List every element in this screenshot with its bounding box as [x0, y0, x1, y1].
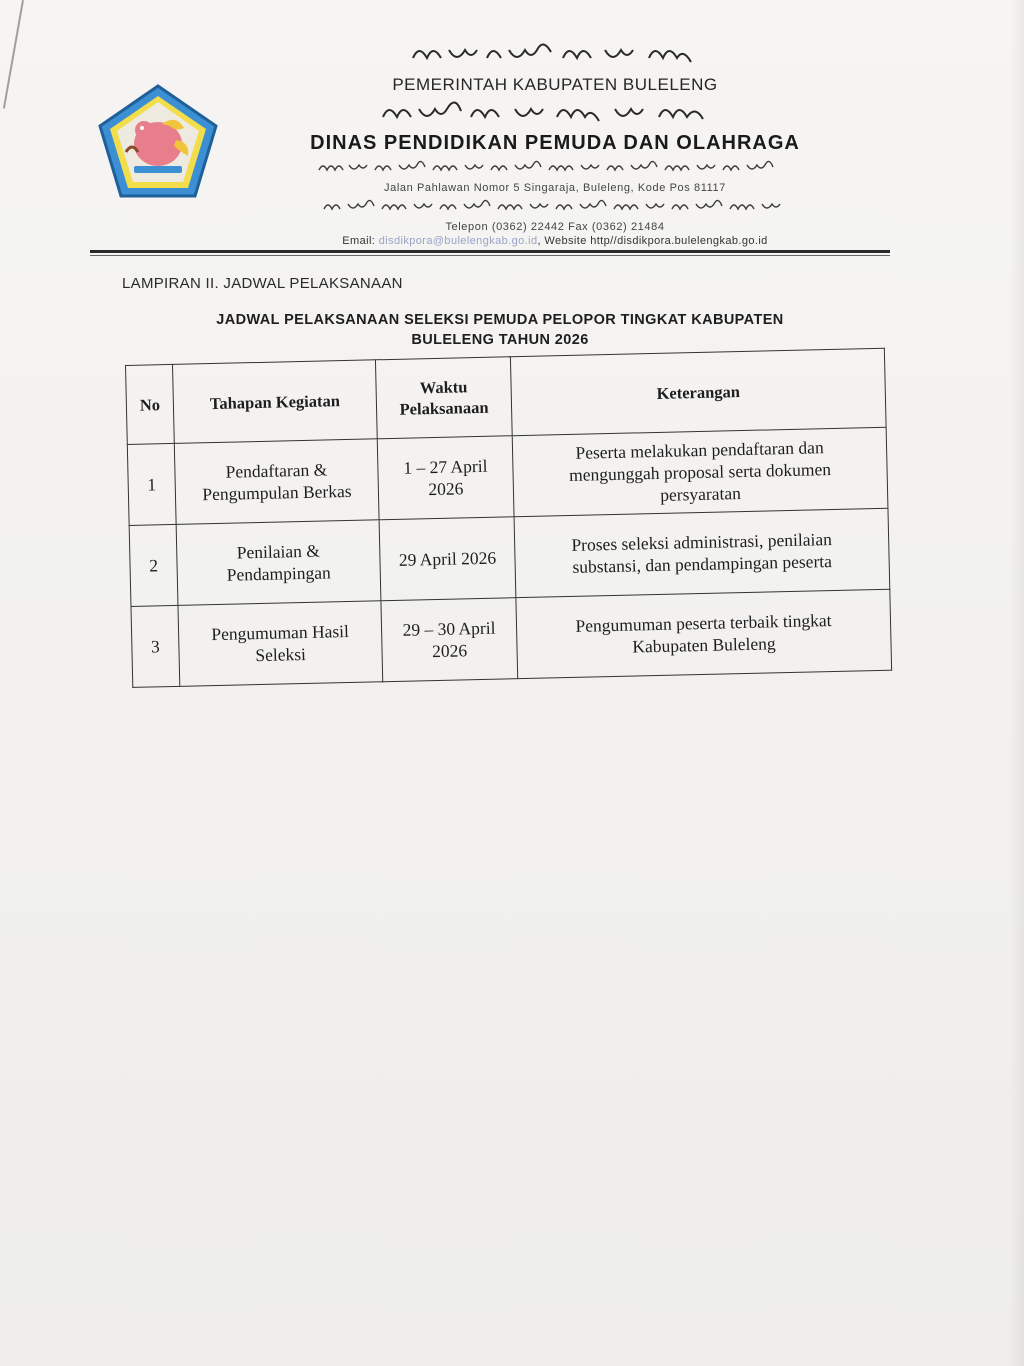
email-label: Email: [342, 235, 372, 247]
row-note: [516, 589, 892, 678]
row-no: 3: [131, 605, 180, 687]
row-time-line-1: 29 – 30 April: [402, 617, 496, 640]
row-stage-line-2: Seleksi: [255, 643, 307, 666]
row-stage-line-2: Pengumpulan Berkas: [202, 480, 352, 505]
row-note: [512, 427, 888, 516]
row-time-line-2: 2026: [428, 478, 464, 500]
row-stage: [174, 439, 379, 525]
row-time: [379, 517, 516, 601]
row-note-line-3: persyaratan: [660, 483, 742, 505]
website-link[interactable]: http//disdikpora.bulelengkab.go.id: [590, 235, 768, 247]
row-note-line-1: Peserta melakukan pendaftaran dan: [575, 437, 824, 463]
row-note: [514, 508, 890, 597]
row-no: 2: [129, 524, 178, 606]
row-stage-line-2: Pendampingan: [226, 562, 331, 585]
paper-fold-line: [3, 0, 24, 109]
government-name: PEMERINTAH KABUPATEN BULELENG: [392, 75, 718, 94]
balinese-script-line-2-icon: [375, 97, 735, 125]
row-note-line-2: substansi, dan pendampingan peserta: [572, 551, 833, 577]
header-time: [375, 357, 512, 439]
balinese-script-line-3-icon: [315, 157, 795, 175]
balinese-script-line-1-icon: [405, 40, 705, 66]
letterhead: [90, 40, 890, 265]
kabupaten-buleleng-emblem-icon: [96, 82, 220, 200]
letterhead-text: [240, 40, 870, 247]
header-time-line-2: Pelaksanaan: [399, 397, 489, 419]
row-stage: [176, 520, 381, 606]
phone-fax: Telepon (0362) 22442 Fax (0362) 21484: [445, 221, 665, 233]
row-time-line-1: 29 April 2026: [398, 547, 497, 570]
row-stage-line-1: Penilaian &: [236, 540, 321, 563]
row-stage-line-1: Pengumuman Hasil: [211, 620, 350, 645]
row-note-line-1: Proses seleksi administrasi, penilaian: [571, 529, 833, 555]
row-note-line-2: mengunggah proposal serta dokumen: [568, 459, 832, 485]
schedule-table-wrapper: [125, 347, 917, 688]
row-stage-line-1: Pendaftaran &: [225, 459, 328, 482]
balinese-script-line-4-icon: [320, 196, 790, 214]
email-link[interactable]: disdikpora@bulelengkab.go.id: [378, 235, 538, 247]
header-note: Keterangan: [510, 348, 886, 435]
row-time: [377, 436, 514, 520]
row-no: 1: [127, 443, 176, 525]
letterhead-rule-thick: [90, 250, 890, 253]
header-stage: Tahapan Kegiatan: [172, 360, 377, 444]
letterhead-rule-thin: [90, 255, 890, 256]
row-note-line-1: Pengumuman peserta terbaik tingkat: [575, 610, 832, 636]
attachment-label: LAMPIRAN II. JADWAL PELAKSANAAN: [122, 275, 403, 292]
row-time-line-1: 1 – 27 April: [403, 455, 488, 478]
header-no: No: [126, 364, 175, 444]
office-address: Jalan Pahlawan Nomor 5 Singaraja, Buleleng, Kode Pos 81117: [384, 182, 726, 194]
website-label: Website: [544, 235, 587, 247]
row-time: [381, 598, 518, 682]
contact-line: Email: disdikpora@bulelengkab.go.id, Website http//disdikpora.bulelengkab.go.id: [342, 235, 768, 247]
document-title: [150, 310, 850, 350]
row-note-line-2: Kabupaten Buleleng: [632, 633, 776, 657]
schedule-table: [125, 348, 892, 688]
row-stage: [178, 601, 383, 687]
row-time-line-2: 2026: [431, 640, 468, 662]
department-name: DINAS PENDIDIKAN PEMUDA DAN OLAHRAGA: [310, 132, 800, 154]
document-title-line-1: JADWAL PELAKSANAAN SELEKSI PEMUDA PELOPOR TINGKAT KABUPATEN: [216, 312, 784, 328]
document-title-line-2: BULELENG TAHUN 2026: [411, 332, 589, 348]
header-time-line-1: Waktu: [419, 377, 468, 398]
table-row: [131, 589, 892, 687]
page-edge-shadow: [1010, 0, 1024, 1366]
